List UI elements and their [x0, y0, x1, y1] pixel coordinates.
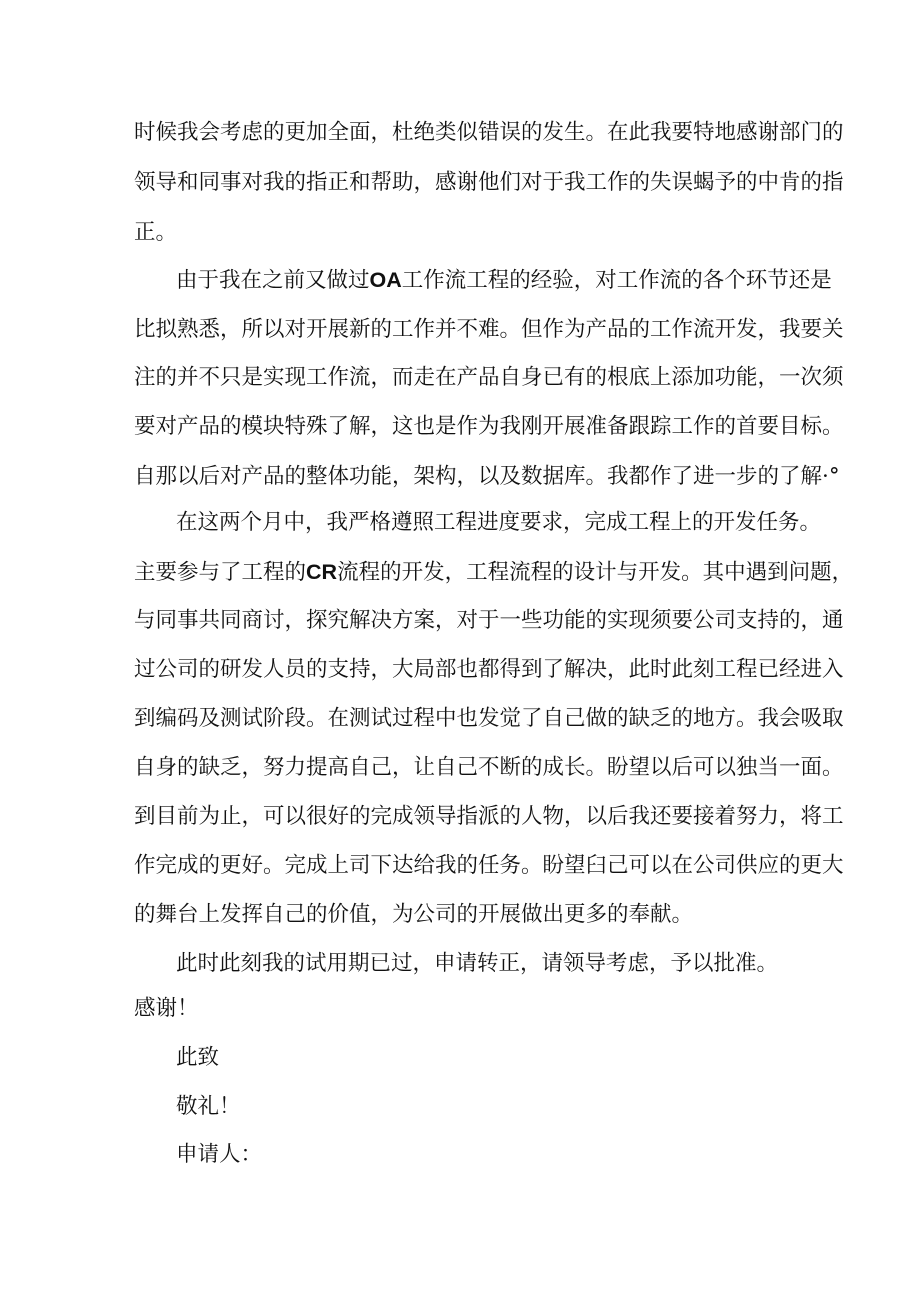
paragraph-3-line-9: 的舞台上发挥自己的价值，为公司的开展做出更多的奉献。	[134, 902, 694, 927]
closing-salute: 敬礼！	[176, 1094, 241, 1119]
closing-greeting: 此致	[176, 1045, 220, 1070]
paragraph-2-line-1: 由于我在之前又做过OA工作流工程的经验，对工作流的各个环节还是	[176, 268, 832, 293]
paragraph-1-line-3: 正。	[134, 220, 178, 245]
paragraph-3-line-5: 到编码及测试阶段。在测试过程中也发觉了自己做的缺乏的地方。我会吸取	[134, 706, 844, 731]
applicant-label: 申请人：	[176, 1142, 263, 1167]
paragraph-1-line-2: 领导和同事对我的指正和帮助，感谢他们对于我工作的失误蝎予的中肯的指	[134, 170, 844, 195]
paragraph-3-line-8: 作完成的更好。完成上司下达给我的任务。盼望臼己可以在公司供应的更大	[134, 853, 844, 878]
paragraph-3-line-3: 与同事共同商讨，探究解决方案，对于一些功能的实现须要公司支持的，通	[134, 608, 844, 633]
thanks-text: 感谢！	[134, 996, 199, 1021]
paragraph-4-line-1: 此时此刻我的试用期已过，申请转正，请领导考虑，予以批准。	[176, 951, 779, 976]
paragraph-2-line-5: 自那以后对产品的整体功能，架构，以及数据库。我都作了进一步的了解·°	[134, 464, 840, 489]
paragraph-2-line-4: 要对产品的模块特殊了解，这也是作为我刚开展准备跟踪工作的首要目标。	[134, 414, 844, 439]
paragraph-3-line-1: 在这两个月中，我严格遵照工程进度要求，完成工程上的开发任务。	[176, 510, 822, 535]
paragraph-3-line-2: 主要参与了工程的CR流程的开发，工程流程的设计与开发。其中遇到问题，	[134, 560, 854, 585]
paragraph-1-line-1: 时候我会考虑的更加全面，杜绝类似错误的发生。在此我要特地感谢部门的	[134, 120, 844, 145]
paragraph-2-line-2: 比拟熟悉，所以对开展新的工作并不难。但作为产品的工作流开发，我要关	[134, 317, 844, 342]
paragraph-3-line-7: 到目前为止，可以很好的完成领导指派的人物，以后我还要接着努力，将工	[134, 804, 844, 829]
paragraph-3-line-4: 过公司的研发人员的支持，大局部也都得到了解决，此时此刻工程已经进入	[134, 657, 844, 682]
paragraph-2-line-3: 注的并不只是实现工作流，而走在产品自身已有的根底上添加功能，一次须	[134, 365, 844, 390]
paragraph-3-line-6: 自身的缺乏，努力提高自己，让自己不断的成长。盼望以后可以独当一面。	[134, 755, 844, 780]
